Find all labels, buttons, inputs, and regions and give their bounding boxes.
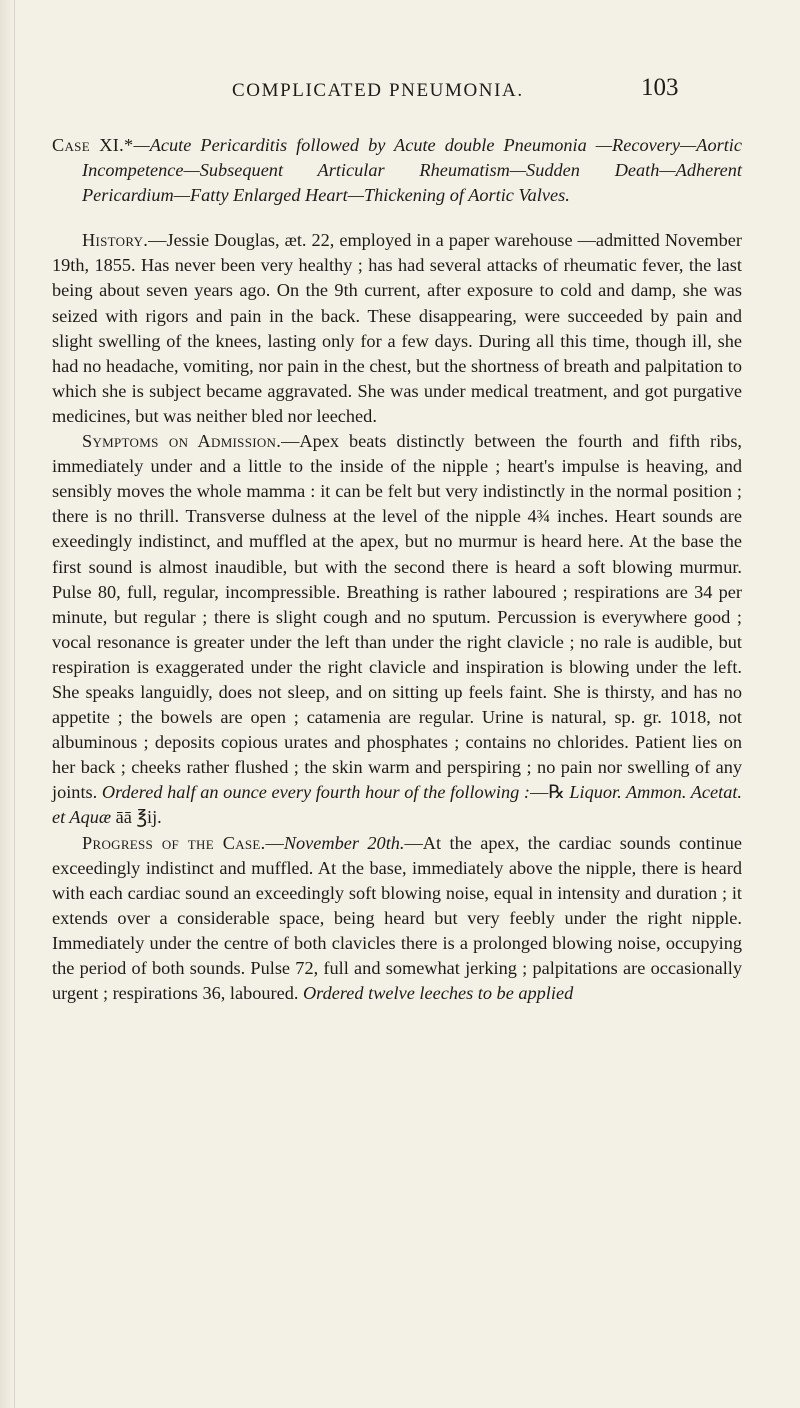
history-heading: History. [82, 230, 149, 251]
prescription-dose: āā ℥ij. [115, 807, 162, 828]
progress-paragraph [52, 831, 742, 1007]
symptoms-heading: Symptoms on Admission. [82, 431, 282, 452]
case-label: Case XI.* [52, 135, 134, 155]
symptoms-order: Ordered half an ounce every fourth hour of the following : [101, 782, 530, 803]
prescription-text: Liquor. Ammon. Acetat. et Aquæ [52, 782, 743, 828]
history-text: —Jessie Douglas, æt. 22, employed in a paper warehouse —admitted November 19th, 1855. Has never been very healthy ; has had several attacks of rheumatic fever, the last being about seven years ago. On the 9th current, after exposure to cold and damp, she was seized with rigors and pain in the back. These disappearing, were succeeded by pain and slight swelling of the knees, lasting only for a few days. During all this time, though ill, she had no headache, vomiting, nor pain in the chest, but the shortness of breath and palpitation to which she is subject became aggravated. She was under medical treatment, and got purgative medicines, but was neither bled nor leeched. [52, 230, 742, 426]
running-head: COMPLICATED PNEUMONIA. [232, 80, 524, 101]
symptoms-paragraph [52, 429, 742, 831]
page-header [0, 74, 800, 104]
symptoms-text: —Apex beats distinctly between the fourth and fifth ribs, immediately under and a little to the inside of the nipple ; heart's impulse is heaving, and sensibly moves the whole mamma : it can be felt but very indistinctly in the normal position ; there is no thrill. Transverse dulness at the level of the nipple 4¾ inches. Heart sounds are exeedingly indistinct, and muffled at the apex, but no murmur is heard here. At the base the first sound is almost inaudible, but with the second there is heard a soft blowing murmur. Pulse 80, full, regular, incompressible. Breathing is rather laboured ; respirations are 34 per minute, but regular ; there is slight cough and no sputum. Percussion is everywhere good ; vocal resonance is greater under the left than under the right clavicle ; no rale is audible, but respiration is exaggerated under the right clavicle and inspiration is blowing under the left. She speaks languidly, does not sleep, and on sitting up feels faint. She is thirsty, and has no appetite ; the bowels are open ; catamenia are regular. Urine is natural, sp. gr. 1018, not albuminous ; deposits copious urates and phosphates ; contains no chlorides. Patient lies on her back ; cheeks rather flushed ; the skin warm and perspiring ; no pain nor swelling of any joints. [52, 431, 743, 803]
prescription-symbol: —℞ [529, 782, 565, 803]
page-gutter [0, 0, 15, 1408]
case-heading [52, 133, 742, 208]
progress-dash: — [265, 832, 284, 853]
case-title: —Acute Pericarditis followed by Acute double Pneumonia —Recovery—Aortic Incompetence—Subsequent Articular Rheumatism—Sudden Death—Adherent Pericardium—Fatty Enlarged Heart—Thickening of Aortic Valves. [82, 135, 742, 206]
page-body [52, 133, 742, 1006]
progress-date: November 20th. [283, 832, 405, 853]
progress-heading: Progress of the Case. [82, 832, 266, 853]
history-paragraph [52, 228, 742, 429]
progress-order: Ordered twelve leeches to be applied [302, 983, 574, 1004]
progress-text: —At the apex, the cardiac sounds continue exceedingly indistinct and muffled. At the base, immediately above the nipple, there is heard with each cardiac sound an exceedingly soft blowing noise, equal in intensity and duration ; it extends over a considerable space, being heard but very feebly under the right nipple. Immediately under the centre of both clavicles there is a prolonged blowing noise, occupying the period of both sounds. Pulse 72, full and somewhat jerking ; palpitations are occasionally urgent ; respirations 36, laboured. [52, 832, 742, 1004]
page-number: 103 [641, 74, 679, 101]
